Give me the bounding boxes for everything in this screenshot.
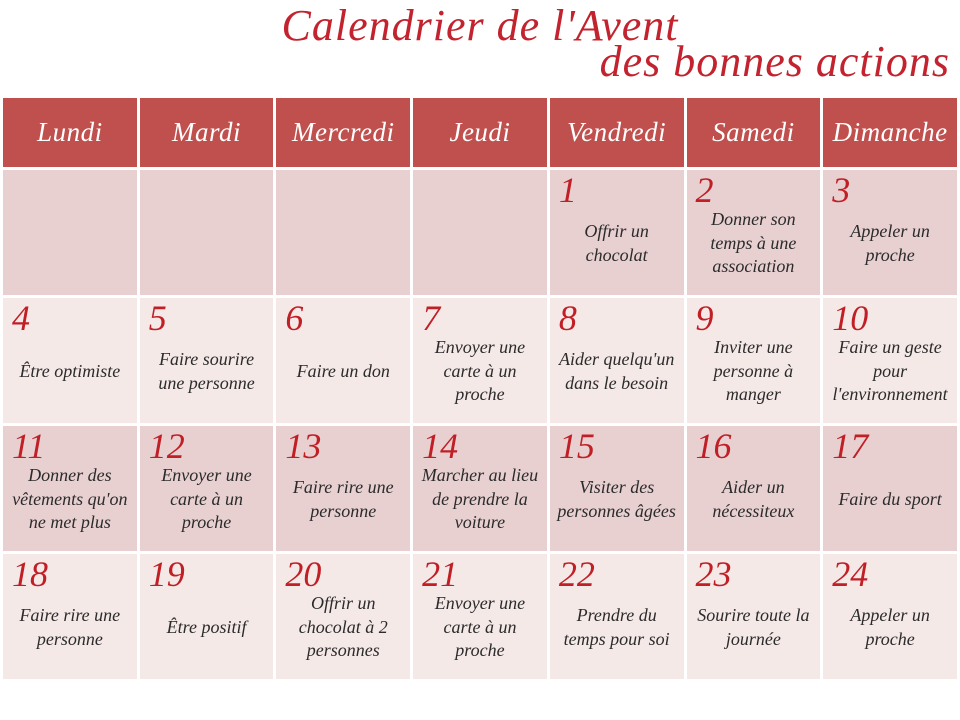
calendar-day-cell [2, 425, 139, 553]
day-number: 13 [285, 426, 322, 466]
day-action-text: Sourire toute la journée [697, 605, 810, 649]
day-action-text: Envoyer une carte à un proche [434, 593, 526, 661]
day-action-text: Donner des vêtements qu'on ne met plus [12, 465, 128, 533]
calendar-day-cell [822, 425, 959, 553]
calendar-day-cell [138, 425, 275, 553]
day-number: 17 [832, 426, 869, 466]
calendar-day-cell [275, 297, 412, 425]
day-action-text: Aider un nécessiteux [712, 477, 795, 521]
empty-day-cell [412, 169, 549, 297]
day-action-text: Aider quelqu'un dans le besoin [558, 349, 675, 393]
day-number: 24 [832, 554, 869, 594]
calendar-day-cell [138, 297, 275, 425]
calendar-day-cell [822, 169, 959, 297]
weekday-header: Vendredi [548, 97, 685, 169]
calendar-day-cell [822, 553, 959, 681]
day-number: 20 [285, 554, 322, 594]
day-action-text: Faire un don [296, 360, 390, 381]
week-row [2, 169, 959, 297]
empty-day-cell [138, 169, 275, 297]
day-number: 9 [695, 298, 714, 338]
weekday-header: Lundi [2, 97, 139, 169]
calendar-title-line1: Calendrier de l'Avent [281, 1, 679, 50]
day-number: 16 [695, 426, 732, 466]
calendar-body [2, 169, 959, 681]
day-number: 1 [558, 170, 577, 210]
empty-day-cell [2, 169, 139, 297]
weekday-header: Jeudi [412, 97, 549, 169]
weekday-header: Mardi [138, 97, 275, 169]
weekday-row [2, 97, 959, 169]
day-number: 18 [12, 554, 48, 594]
day-number: 22 [558, 554, 595, 594]
day-number: 4 [12, 298, 30, 338]
day-action-text [140, 170, 274, 295]
day-number: 12 [148, 426, 185, 466]
week-row [2, 425, 959, 553]
calendar-day-cell [822, 297, 959, 425]
day-action-text: Être optimiste [19, 360, 121, 381]
calendar-day-cell [685, 297, 822, 425]
day-number: 23 [695, 554, 732, 594]
day-action-text: Faire rire une personne [19, 605, 121, 649]
day-action-text: Envoyer une carte à un proche [434, 337, 526, 405]
day-action-text: Donner son temps à une association [710, 209, 797, 277]
day-action-text: Être positif [166, 616, 247, 637]
calendar-title [0, 0, 960, 95]
day-number: 15 [558, 426, 595, 466]
day-number: 5 [148, 298, 167, 338]
day-action-text [413, 170, 547, 295]
calendar-day-cell [685, 169, 822, 297]
week-row [2, 297, 959, 425]
day-number: 11 [12, 426, 46, 466]
calendar-header [2, 97, 959, 169]
day-number: 10 [832, 298, 869, 338]
day-action-text: Faire du sport [838, 488, 942, 509]
weekday-header: Samedi [685, 97, 822, 169]
calendar-day-cell [412, 425, 549, 553]
day-action-text: Visiter des personnes âgées [557, 477, 676, 521]
calendar-day-cell [548, 297, 685, 425]
day-number: 21 [422, 554, 459, 594]
day-number: 2 [695, 170, 714, 210]
calendar-day-cell [412, 297, 549, 425]
day-action-text: Appeler un proche [850, 221, 930, 265]
day-action-text: Inviter une personne à manger [713, 337, 794, 405]
calendar-day-cell [685, 425, 822, 553]
calendar-day-cell [412, 553, 549, 681]
day-action-text: Appeler un proche [850, 605, 930, 649]
calendar-day-cell [548, 425, 685, 553]
weekday-header: Dimanche [822, 97, 959, 169]
weekday-header: Mercredi [275, 97, 412, 169]
calendar-day-cell [2, 297, 139, 425]
calendar-day-cell [138, 553, 275, 681]
day-action-text: Faire un geste pour l'environnement [832, 337, 948, 405]
day-action-text: Envoyer une carte à un proche [161, 465, 252, 533]
day-action-text [276, 170, 410, 295]
day-action-text: Offrir un chocolat à 2 personnes [298, 593, 388, 661]
calendar-day-cell [685, 553, 822, 681]
calendar-title-line2: des bonnes actions [599, 37, 950, 86]
calendar-day-cell [275, 425, 412, 553]
day-action-text: Faire rire une personne [292, 477, 394, 521]
week-row [2, 553, 959, 681]
day-action-text: Prendre du temps pour soi [563, 605, 670, 649]
day-number: 8 [558, 298, 577, 338]
calendar-day-cell [2, 553, 139, 681]
calendar-day-cell [548, 169, 685, 297]
day-number: 7 [422, 298, 441, 338]
day-number: 3 [832, 170, 851, 210]
calendar-day-cell [548, 553, 685, 681]
calendar-day-cell [275, 553, 412, 681]
day-number: 14 [422, 426, 459, 466]
day-number: 6 [285, 298, 304, 338]
empty-day-cell [275, 169, 412, 297]
day-action-text: Offrir un chocolat [584, 221, 649, 265]
day-action-text: Marcher au lieu de prendre la voiture [421, 465, 539, 533]
day-action-text: Faire sourire une personne [158, 349, 255, 393]
day-action-text [3, 170, 137, 295]
advent-calendar-table [0, 95, 960, 682]
day-number: 19 [148, 554, 185, 594]
